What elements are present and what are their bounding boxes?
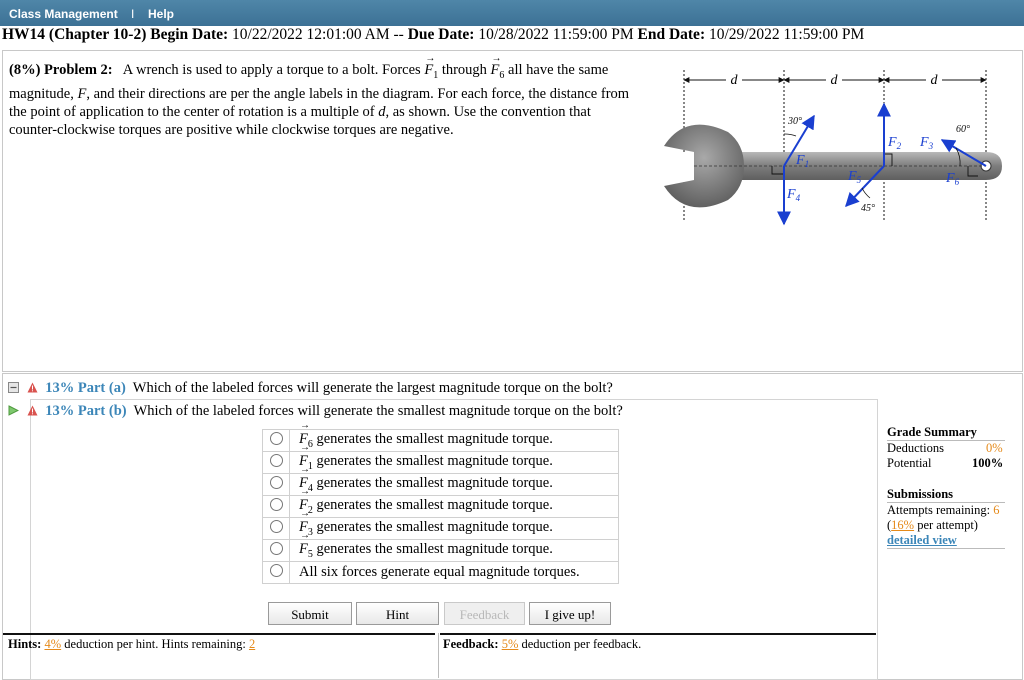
angle-label-45: 45° <box>861 203 875 214</box>
submit-button[interactable]: Submit <box>268 602 352 625</box>
force-label-f5: $F_5$ <box>848 169 862 185</box>
potential-label: Potential <box>887 456 932 470</box>
option-row[interactable] <box>263 562 619 584</box>
nav-separator: I <box>131 7 135 21</box>
deductions-label: Deductions <box>887 441 944 455</box>
feedback-info <box>443 637 641 652</box>
hw-title: HW14 (Chapter 10-2) Begin Date: <box>2 26 229 43</box>
problem-text: A wrench is used to apply a torque to a bolt. Forces <box>122 62 421 78</box>
problem-label: (8%) Problem 2: <box>9 62 113 78</box>
option-radio[interactable] <box>270 520 283 533</box>
hint-button[interactable]: Hint <box>356 602 439 625</box>
divider <box>887 548 1005 549</box>
wrench-shape <box>660 125 1002 208</box>
feedback-label: Feedback: <box>443 637 499 651</box>
due-date: 10/28/2022 11:59:00 PM <box>478 26 634 43</box>
end-label: End Date: <box>637 26 706 43</box>
problem-text: through <box>441 62 487 78</box>
option-row[interactable]: → $F_1$ generates the smallest magnitude torque. <box>263 452 619 474</box>
option-row[interactable]: → $F_4$ generates the smallest magnitude torque. <box>263 474 619 496</box>
force-label-f4: $F_4$ <box>787 187 801 203</box>
part-b-weight: 13% Part (b) <box>45 403 127 419</box>
distance-symbol: d <box>378 103 386 120</box>
force-label-f6: $F_6$ <box>946 171 960 187</box>
distance-label: d <box>830 73 838 88</box>
option-radio[interactable] <box>270 476 283 489</box>
option-row[interactable]: → $F_5$ generates the smallest magnitude torque. <box>263 540 619 562</box>
hints-remaining: 2 <box>248 637 256 651</box>
warning-icon <box>27 405 38 416</box>
part-b-question: Which of the labeled forces will generate the smallest magnitude torque on the bolt? <box>133 403 623 419</box>
help-link[interactable]: Help <box>148 7 175 21</box>
wrench-diagram <box>656 66 1004 232</box>
option-radio[interactable] <box>270 542 283 555</box>
expand-arrow-icon[interactable] <box>8 405 19 416</box>
problem-text: , as shown. Use the convention that counter-clockwise torques are positive while clockwise torques are negative. <box>9 103 591 138</box>
assignment-header <box>2 26 864 44</box>
magnitude-symbol: F <box>77 85 87 102</box>
feedback-button: Feedback <box>444 602 525 625</box>
potential-value: 100% <box>972 456 1004 470</box>
per-attempt-deduction: (16% per attempt) <box>887 518 978 532</box>
option-text: generates the smallest magnitude torque. <box>316 475 553 492</box>
force-label-f1: $F_1$ <box>796 153 810 169</box>
feedback-deduction: 5% <box>501 637 519 651</box>
force-symbol: → $F_6$ <box>491 61 505 85</box>
option-text: generates the smallest magnitude torque. <box>316 519 553 536</box>
problem-text: , and their directions are per the angle labels in the diagram. For each force, the distance from the point of application to the center of rotation is a multiple of <box>9 85 630 120</box>
part-b-row[interactable] <box>8 403 623 420</box>
end-date: 10/29/2022 11:59:00 PM <box>708 26 865 43</box>
problem-statement <box>9 61 639 139</box>
option-radio[interactable] <box>270 564 283 577</box>
hints-text: deduction per hint. Hints remaining: <box>64 637 246 651</box>
problem-text: all have the same magnitude, <box>9 62 609 102</box>
part-a-question: Which of the labeled forces will generate the largest magnitude torque on the bolt? <box>132 380 613 396</box>
option-text: All six forces generate equal magnitude torques. <box>299 564 580 580</box>
force-label-f3: $F_3$ <box>920 135 934 151</box>
option-radio[interactable] <box>270 454 283 467</box>
part-a-row[interactable] <box>8 380 613 397</box>
option-radio[interactable] <box>270 432 283 445</box>
force-label-f2: $F_2$ <box>888 135 902 151</box>
distance-label: d <box>730 73 738 88</box>
option-row[interactable]: → $F_2$ generates the smallest magnitude torque. <box>263 496 619 518</box>
deductions-value: 0% <box>986 441 1003 455</box>
feedback-text: deduction per feedback. <box>521 637 642 651</box>
hint-deduction: 4% <box>44 637 62 651</box>
detailed-view-link[interactable]: detailed view <box>887 533 957 547</box>
give-up-button[interactable]: I give up! <box>529 602 611 625</box>
distance-label: d <box>930 73 938 88</box>
angle-label-30: 30° <box>788 116 802 127</box>
option-row[interactable]: → $F_3$ generates the smallest magnitude torque. <box>263 518 619 540</box>
grade-summary-title: Grade Summary <box>887 425 977 439</box>
option-text: generates the smallest magnitude torque. <box>316 431 553 448</box>
due-label: Due Date: <box>407 26 475 43</box>
option-text: generates the smallest magnitude torque. <box>316 453 553 470</box>
option-row[interactable]: → $F_6$ generates the smallest magnitude torque. <box>263 430 619 452</box>
part-a-weight: 13% Part (a) <box>45 380 126 396</box>
force-symbol: → $F_1$ <box>424 61 438 85</box>
divider <box>3 633 435 635</box>
attempts-remaining: Attempts remaining: 6 <box>887 503 1000 517</box>
hints-label: Hints: <box>8 637 42 651</box>
option-text: generates the smallest magnitude torque. <box>316 541 553 558</box>
class-management-link[interactable]: Class Management <box>9 7 118 21</box>
answer-options <box>262 429 619 584</box>
option-radio[interactable] <box>270 498 283 511</box>
warning-icon <box>27 382 38 393</box>
top-nav-bar <box>0 0 1024 26</box>
begin-date: 10/22/2022 12:01:00 AM -- <box>232 26 404 43</box>
divider <box>438 633 439 678</box>
hints-info <box>8 637 255 652</box>
divider <box>440 633 876 635</box>
collapse-icon[interactable] <box>8 382 19 393</box>
angle-label-60: 60° <box>956 124 970 135</box>
submissions-title: Submissions <box>887 487 954 501</box>
option-text: generates the smallest magnitude torque. <box>316 497 553 514</box>
